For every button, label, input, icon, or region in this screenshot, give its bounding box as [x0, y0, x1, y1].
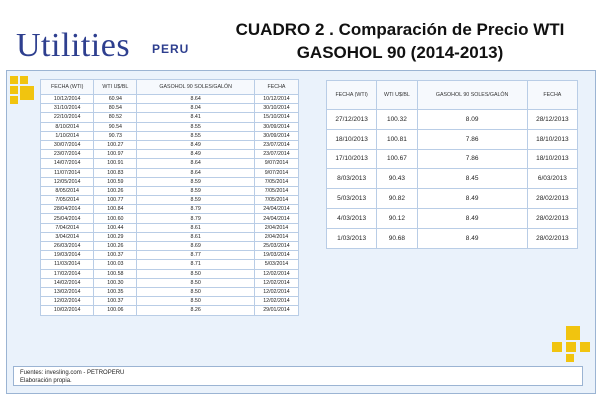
table-cell: 8.64 — [137, 95, 255, 104]
title-line-1: CUADRO 2 . Comparación de Precio WTI — [235, 20, 565, 39]
table-cell: 60.94 — [94, 95, 137, 104]
table-cell: 100.29 — [94, 232, 137, 241]
table-row — [41, 168, 299, 177]
table-cell: 30/10/2014 — [254, 104, 298, 113]
table-cell: 2/04/2014 — [254, 232, 298, 241]
table-cell: 100.26 — [94, 242, 137, 251]
table-row — [327, 110, 578, 130]
table-cell: 100.27 — [94, 140, 137, 149]
table-cell: 18/10/2013 — [527, 149, 577, 169]
table-row — [41, 177, 299, 186]
table-cell: 8.04 — [137, 104, 255, 113]
table-cell: 8.55 — [137, 131, 255, 140]
table-cell: 8.49 — [417, 208, 527, 228]
table-cell: 100.83 — [94, 168, 137, 177]
table-cell: 100.06 — [94, 306, 137, 315]
table-cell: 8.45 — [417, 169, 527, 189]
table-cell: 19/03/2014 — [254, 251, 298, 260]
table-cell: 27/12/2013 — [327, 110, 377, 130]
table-row — [327, 228, 578, 248]
table-cell: 9/07/2014 — [254, 159, 298, 168]
table-cell: 14/07/2014 — [41, 159, 94, 168]
table-cell: 8.79 — [137, 214, 255, 223]
table-cell: 25/04/2014 — [41, 214, 94, 223]
sources-footer — [13, 366, 583, 386]
table-cell: 100.67 — [377, 149, 417, 169]
column-header: FECHA — [254, 80, 298, 95]
table-cell: 5/03/2013 — [327, 189, 377, 209]
table-row — [41, 95, 299, 104]
table-cell: 17/02/2014 — [41, 269, 94, 278]
table-cell: 7.86 — [417, 149, 527, 169]
table-cell: 80.52 — [94, 113, 137, 122]
table-cell: 8.50 — [137, 278, 255, 287]
table-cell: 90.12 — [377, 208, 417, 228]
table-cell: 8.49 — [417, 228, 527, 248]
table-row — [41, 242, 299, 251]
table-cell: 8.26 — [137, 306, 255, 315]
table-cell: 100.35 — [94, 287, 137, 296]
table-cell: 8/10/2014 — [41, 122, 94, 131]
table-cell: 100.77 — [94, 196, 137, 205]
table-row — [327, 129, 578, 149]
logo-main-text: Utilities — [16, 27, 131, 64]
table-cell: 8.50 — [137, 269, 255, 278]
table-row — [41, 306, 299, 315]
title-line-2: GASOHOL 90 (2014-2013) — [296, 43, 504, 62]
table-cell: 18/10/2013 — [527, 129, 577, 149]
table-row — [41, 278, 299, 287]
table-cell: 10/12/2014 — [254, 95, 298, 104]
table-cell: 6/03/2013 — [527, 169, 577, 189]
table-cell: 31/10/2014 — [41, 104, 94, 113]
table-cell: 25/03/2014 — [254, 242, 298, 251]
table-cell: 8.64 — [137, 159, 255, 168]
table-cell: 8.59 — [137, 186, 255, 195]
page-title — [205, 20, 595, 63]
table-cell: 8.71 — [137, 260, 255, 269]
table-cell: 8.77 — [137, 251, 255, 260]
table-cell: 17/10/2013 — [327, 149, 377, 169]
table-cell: 8.61 — [137, 223, 255, 232]
table-row — [41, 159, 299, 168]
table-cell: 8.50 — [137, 287, 255, 296]
table-row — [41, 140, 299, 149]
table-row — [41, 131, 299, 140]
table-cell: 7/05/2014 — [254, 196, 298, 205]
table-cell: 8/05/2014 — [41, 186, 94, 195]
table-cell: 30/07/2014 — [41, 140, 94, 149]
table-row — [41, 232, 299, 241]
table-cell: 8.59 — [137, 177, 255, 186]
price-table-2014 — [40, 79, 299, 316]
column-header: WTI U$/BL — [377, 81, 417, 110]
logo — [16, 26, 190, 66]
table-cell: 8/03/2013 — [327, 169, 377, 189]
column-header: FECHA (WTI) — [327, 81, 377, 110]
table-cell: 8.64 — [137, 168, 255, 177]
table-cell: 100.84 — [94, 205, 137, 214]
table-cell: 8.50 — [137, 297, 255, 306]
table-cell: 9/07/2014 — [254, 168, 298, 177]
table-row — [41, 186, 299, 195]
table-cell: 8.49 — [417, 189, 527, 209]
table-cell: 23/07/2014 — [254, 140, 298, 149]
table-cell: 7/05/2014 — [41, 196, 94, 205]
table-cell: 26/03/2014 — [41, 242, 94, 251]
table-cell: 100.60 — [94, 214, 137, 223]
column-header: GASOHOL 90 SOLES/GALÓN — [417, 81, 527, 110]
table-cell: 28/04/2014 — [41, 205, 94, 214]
table-cell: 100.58 — [94, 269, 137, 278]
table-row — [41, 113, 299, 122]
table-cell: 15/10/2014 — [254, 113, 298, 122]
table-cell: 23/07/2014 — [254, 150, 298, 159]
table-cell: 1/10/2014 — [41, 131, 94, 140]
table-cell: 100.30 — [94, 278, 137, 287]
table-row — [41, 150, 299, 159]
table-row — [41, 205, 299, 214]
table-cell: 12/02/2014 — [254, 278, 298, 287]
table-header-row — [327, 81, 578, 110]
price-table-2013 — [326, 80, 578, 249]
table-cell: 8.55 — [137, 122, 255, 131]
table-cell: 100.81 — [377, 129, 417, 149]
table-cell: 7/05/2014 — [254, 186, 298, 195]
table-cell: 28/02/2013 — [527, 228, 577, 248]
table-cell: 12/02/2014 — [254, 287, 298, 296]
table-row — [41, 287, 299, 296]
table-row — [41, 223, 299, 232]
table-cell: 11/03/2014 — [41, 260, 94, 269]
table-cell: 5/03/2014 — [254, 260, 298, 269]
table-row — [41, 196, 299, 205]
table-cell: 3/04/2014 — [41, 232, 94, 241]
column-header: WTI U$/BL — [94, 80, 137, 95]
table-cell: 7.86 — [417, 129, 527, 149]
column-header: FECHA (WTI) — [41, 80, 94, 95]
table-row — [41, 251, 299, 260]
table-cell: 18/10/2013 — [327, 129, 377, 149]
table-cell: 8.69 — [137, 242, 255, 251]
table-row — [41, 122, 299, 131]
table-cell: 8.61 — [137, 232, 255, 241]
table-cell: 24/04/2014 — [254, 214, 298, 223]
table-cell: 14/02/2014 — [41, 278, 94, 287]
table-cell: 90.82 — [377, 189, 417, 209]
table-cell: 90.43 — [377, 169, 417, 189]
table-cell: 8.41 — [137, 113, 255, 122]
table-cell: 8.09 — [417, 110, 527, 130]
table-cell: 28/02/2013 — [527, 189, 577, 209]
table-cell: 11/07/2014 — [41, 168, 94, 177]
table-cell: 7/04/2014 — [41, 223, 94, 232]
table-cell: 90.68 — [377, 228, 417, 248]
table-cell: 90.73 — [94, 131, 137, 140]
table-cell: 13/02/2014 — [41, 287, 94, 296]
table-cell: 1/03/2013 — [327, 228, 377, 248]
column-header: FECHA — [527, 81, 577, 110]
table-cell: 19/03/2014 — [41, 251, 94, 260]
table-cell: 100.37 — [94, 251, 137, 260]
table-cell: 8.49 — [137, 150, 255, 159]
table-row — [41, 269, 299, 278]
table-row — [327, 169, 578, 189]
table-cell: 100.26 — [94, 186, 137, 195]
table-cell: 90.54 — [94, 122, 137, 131]
table-cell: 29/01/2014 — [254, 306, 298, 315]
table-cell: 4/03/2013 — [327, 208, 377, 228]
table-cell: 12/05/2014 — [41, 177, 94, 186]
table-row — [41, 214, 299, 223]
table-cell: 100.44 — [94, 223, 137, 232]
table-cell: 100.91 — [94, 159, 137, 168]
table-row — [41, 260, 299, 269]
table-row — [41, 297, 299, 306]
table-cell: 8.59 — [137, 196, 255, 205]
table-cell: 24/04/2014 — [254, 205, 298, 214]
column-header: GASOHOL 90 SOLES/GALÓN — [137, 80, 255, 95]
table-cell: 30/09/2014 — [254, 131, 298, 140]
table-cell: 2/04/2014 — [254, 223, 298, 232]
table-row — [41, 104, 299, 113]
table-cell: 100.03 — [94, 260, 137, 269]
table-cell: 100.59 — [94, 177, 137, 186]
table-cell: 12/02/2014 — [254, 297, 298, 306]
table-cell: 80.54 — [94, 104, 137, 113]
table-cell: 23/07/2014 — [41, 150, 94, 159]
table-cell: 12/02/2014 — [254, 269, 298, 278]
table-cell: 100.97 — [94, 150, 137, 159]
table-cell: 30/09/2014 — [254, 122, 298, 131]
table-cell: 22/10/2014 — [41, 113, 94, 122]
table-row — [327, 149, 578, 169]
table-cell: 7/05/2014 — [254, 177, 298, 186]
table-cell: 100.32 — [377, 110, 417, 130]
table-cell: 8.49 — [137, 140, 255, 149]
elaboration-text: Elaboración propia. — [20, 378, 72, 384]
table-row — [327, 208, 578, 228]
table-row — [327, 189, 578, 209]
table-cell: 100.37 — [94, 297, 137, 306]
sources-text: Fuentes: invesIing.com - PETROPERU — [20, 370, 125, 376]
table-header-row — [41, 80, 299, 95]
table-cell: 28/12/2013 — [527, 110, 577, 130]
table-cell: 10/12/2014 — [41, 95, 94, 104]
table-cell: 28/02/2013 — [527, 208, 577, 228]
table-cell: 8.79 — [137, 205, 255, 214]
logo-sub-text: PERU — [152, 42, 190, 56]
table-cell: 12/02/2014 — [41, 297, 94, 306]
table-cell: 10/02/2014 — [41, 306, 94, 315]
